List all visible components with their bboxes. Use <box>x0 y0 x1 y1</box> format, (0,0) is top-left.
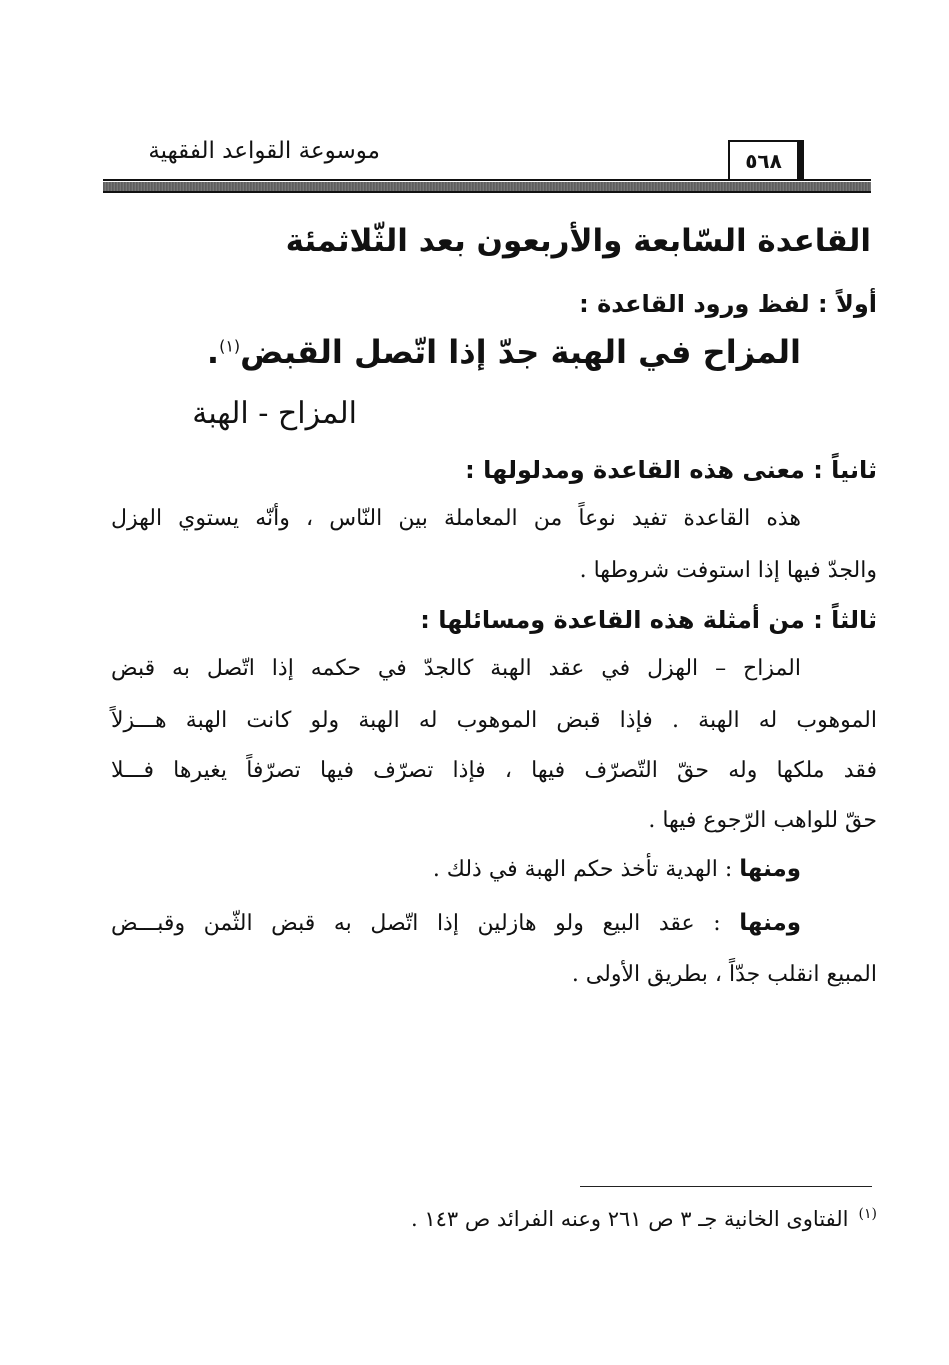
footnote-text: الفتاوى الخانية جـ ٣ ص ٢٦١ وعنه الفرائد ص ١٤٣ . <box>410 1207 849 1231</box>
example2-line-1 <box>111 910 801 936</box>
footnote-reference: (١) <box>219 336 241 356</box>
header-rule <box>103 179 871 181</box>
section3-line-2: الموهوب له الهبة . فإذا قبض الموهوب له الهبة ولو كانت الهبة هـــزلاً <box>111 708 877 733</box>
section3-line-4: حقّ للواهب الرّجوع فيها . <box>648 808 877 833</box>
example1-text: : الهدية تأخذ حكم الهبة في ذلك . <box>432 857 733 882</box>
page-number: ٥٦٨ <box>728 140 804 180</box>
rule-text <box>207 333 801 371</box>
footnote-separator <box>580 1186 872 1187</box>
keywords: المزاح - الهبة <box>192 396 357 431</box>
rule-text-body: المزاح في الهبة جدّ إذا اتّصل القبض <box>240 333 801 371</box>
section3-heading: ثالثاً : من أمثلة هذه القاعدة ومسائلها : <box>420 606 877 634</box>
section3-line-1: المزاح – الهزل في عقد الهبة كالجدّ في حكمه إذا اتّصل به قبض <box>111 656 801 681</box>
footnote-mark: (١) <box>858 1206 877 1222</box>
header-rule-pattern <box>103 182 871 193</box>
running-header-title: موسوعة القواعد الفقهية <box>148 138 380 164</box>
section2-line-2: والجدّ فيها إذا استوفت شروطها . <box>579 558 877 583</box>
example2-text: : عقد البيع ولو هازلين إذا اتّصل به قبض الثّمن وقبـــض <box>111 911 721 936</box>
example1 <box>433 856 801 882</box>
footnote <box>411 1206 877 1231</box>
example2-lead: ومنها <box>739 910 801 936</box>
section2-line-1: هذه القاعدة تفيد نوعاً من المعاملة بين النّاس ، وأنّه يستوي الهزل <box>111 506 801 531</box>
section1-heading: أولاً : لفظ ورود القاعدة : <box>579 290 877 318</box>
rule-title: القاعدة السّابعة والأربعون بعد الثّلاثمئة <box>285 223 871 259</box>
example1-lead: ومنها <box>739 856 801 882</box>
example2-line-2: المبيع انقلب جدّاً ، بطريق الأولى . <box>571 962 877 987</box>
section2-heading: ثانياً : معنى هذه القاعدة ومدلولها : <box>465 456 877 484</box>
section3-line-3: فقد ملكها وله حقّ التّصرّف فيها ، فإذا تصرّف فيها تصرّفاً يغيرها فـــلا <box>111 758 877 783</box>
rule-text-end: . <box>206 333 220 371</box>
